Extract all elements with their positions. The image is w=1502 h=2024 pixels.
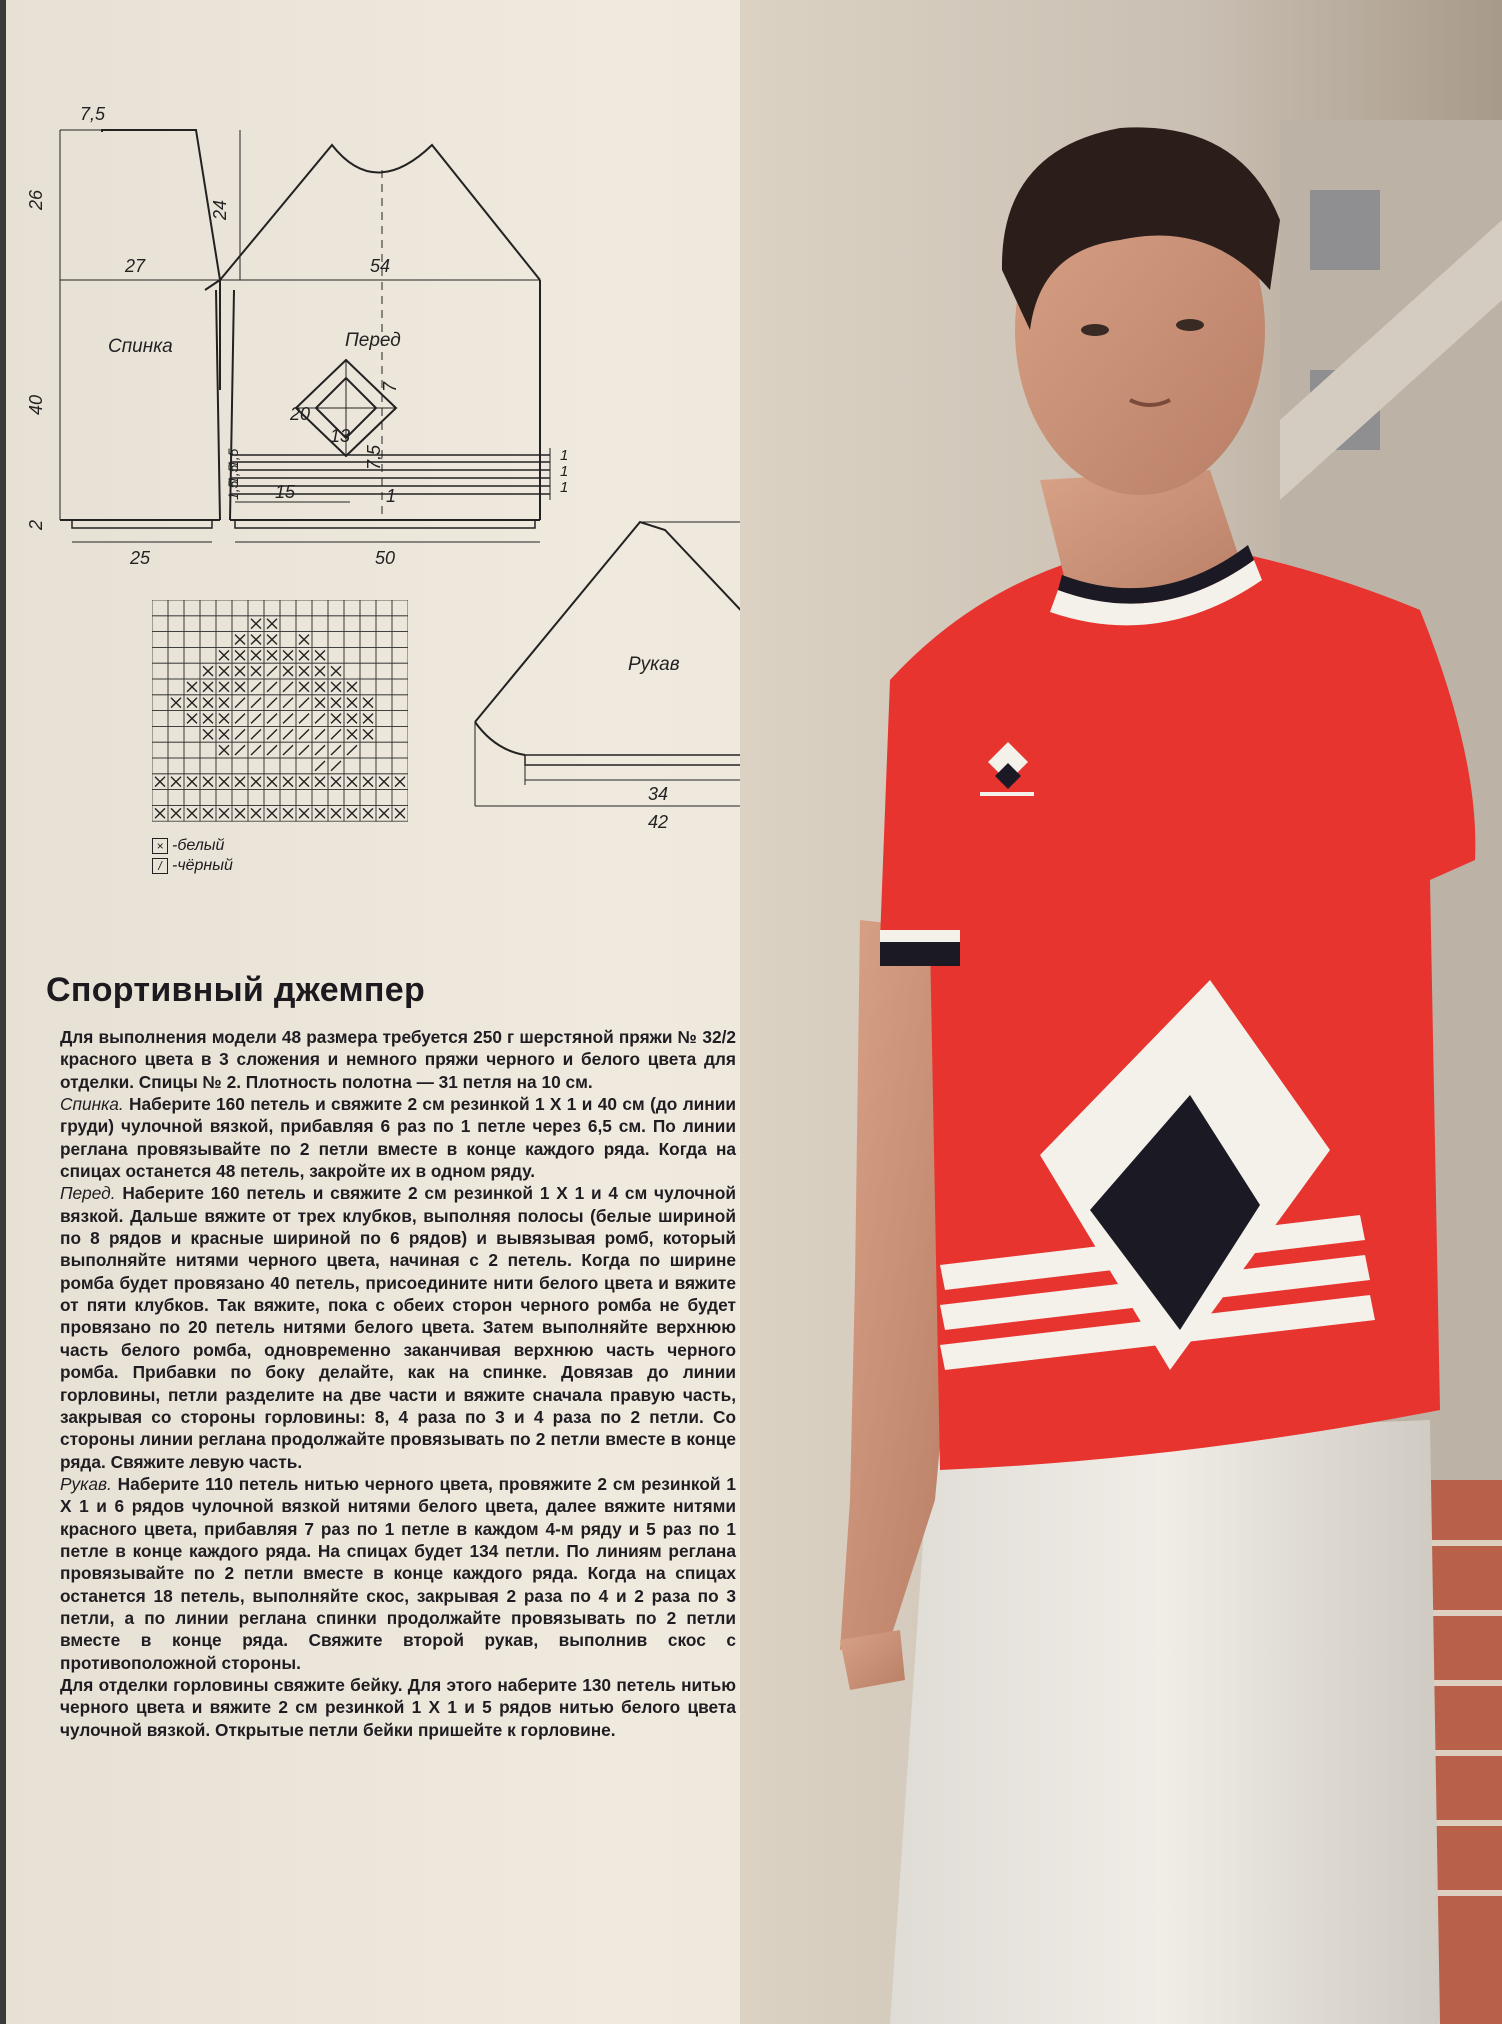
white-stitch-mark <box>363 714 373 724</box>
white-stitch-mark <box>187 808 197 818</box>
black-stitch-mark <box>315 745 325 755</box>
chart-cell <box>152 647 168 663</box>
intro-paragraph: Для выполнения модели 48 размера требуется 250 г шерстяной пряжи № 32/2 красного цвета в 3 сложения и немного пряжи черного и белого цвета для отделки. Спицы № 2. Плотность полотна — 31 петля на 10 см. <box>60 1027 736 1092</box>
chart-cell <box>376 679 392 695</box>
back-text: Наберите 160 петель и свяжите 2 см резинкой 1 Х 1 и 40 см (до линии груди) чулочной вязкой, прибавляя 6 раз по 1 петле через 6,5 см. По линии реглана провязывайте по 2 петли вместе в конце каждого ряда. Когда на спицах останется 48 петель, закройте их в одном ряду. <box>60 1094 736 1182</box>
chart-cell <box>296 600 312 616</box>
chart-cell <box>200 790 216 806</box>
black-stitch-mark <box>299 714 309 724</box>
white-stitch-mark <box>187 698 197 708</box>
chart-cell <box>376 600 392 616</box>
chart-cell <box>248 790 264 806</box>
chart-cell <box>152 600 168 616</box>
black-stitch-mark <box>331 761 341 771</box>
chart-cell <box>376 695 392 711</box>
chart-cell <box>184 790 200 806</box>
black-stitch-mark <box>283 745 293 755</box>
chart-cell <box>264 758 280 774</box>
white-stitch-mark <box>315 666 325 676</box>
sleeve-paragraph <box>60 1473 736 1674</box>
chart-cell <box>344 790 360 806</box>
white-stitch-mark <box>299 808 309 818</box>
slash-symbol-icon: / <box>152 858 168 874</box>
black-stitch-mark <box>267 729 277 739</box>
white-stitch-mark <box>251 666 261 676</box>
white-stitch-mark <box>299 650 309 660</box>
chart-cell <box>328 647 344 663</box>
chart-cell <box>392 600 408 616</box>
legend-black <box>152 856 233 876</box>
chart-cell <box>376 790 392 806</box>
chart-cell <box>376 711 392 727</box>
chart-cell <box>392 711 408 727</box>
dim-13: 13 <box>330 426 351 446</box>
white-stitch-mark <box>331 777 341 787</box>
white-stitch-mark <box>363 729 373 739</box>
dim-54: 54 <box>370 256 391 276</box>
chart-cell <box>392 679 408 695</box>
chart-cell <box>248 758 264 774</box>
white-stitch-mark <box>283 808 293 818</box>
dim-1-c: 1 <box>560 479 569 496</box>
chart-cell <box>392 616 408 632</box>
chart-cell <box>392 726 408 742</box>
black-stitch-mark <box>251 714 261 724</box>
dim-7-5-top: 7,5 <box>80 104 106 124</box>
black-stitch-mark <box>299 745 309 755</box>
chart-cell <box>296 758 312 774</box>
white-stitch-mark <box>203 777 213 787</box>
black-stitch-mark <box>283 682 293 692</box>
white-stitch-mark <box>251 650 261 660</box>
white-stitch-mark <box>235 777 245 787</box>
dim-1-b: 1 <box>560 463 569 480</box>
white-stitch-mark <box>315 650 325 660</box>
white-stitch-mark <box>315 698 325 708</box>
chart-cell <box>152 711 168 727</box>
black-stitch-mark <box>331 729 341 739</box>
chart-cell <box>216 758 232 774</box>
dim-26: 26 <box>26 189 46 210</box>
chart-cell <box>184 632 200 648</box>
black-stitch-mark <box>283 714 293 724</box>
legend-white-label: -белый <box>172 837 225 854</box>
dim-40: 40 <box>26 394 46 415</box>
chart-cell <box>360 790 376 806</box>
model-photo <box>740 0 1502 2024</box>
chart-cell <box>200 758 216 774</box>
chart-cell <box>360 632 376 648</box>
white-stitch-mark <box>363 777 373 787</box>
dim-7: 7 <box>380 381 400 392</box>
black-stitch-mark <box>251 682 261 692</box>
white-stitch-mark <box>251 635 261 645</box>
white-stitch-mark <box>299 682 309 692</box>
chart-cell <box>376 758 392 774</box>
chart-cell <box>264 790 280 806</box>
black-stitch-mark <box>267 745 277 755</box>
white-stitch-mark <box>379 777 389 787</box>
white-stitch-mark <box>267 650 277 660</box>
chart-cell <box>344 600 360 616</box>
dim-42: 42 <box>648 812 669 832</box>
chart-cell <box>200 647 216 663</box>
chart-cell <box>312 632 328 648</box>
chart-cell <box>168 632 184 648</box>
white-stitch-mark <box>315 777 325 787</box>
dim-25: 25 <box>130 548 151 568</box>
chart-cell <box>200 742 216 758</box>
black-stitch-mark <box>235 729 245 739</box>
black-stitch-mark <box>299 729 309 739</box>
white-stitch-mark <box>219 698 229 708</box>
chart-cell <box>312 790 328 806</box>
white-stitch-mark <box>219 745 229 755</box>
chart-cell <box>168 616 184 632</box>
chart-cell <box>152 663 168 679</box>
chart-cell <box>360 663 376 679</box>
chart-cell <box>376 632 392 648</box>
chart-cell <box>168 742 184 758</box>
chart-cell <box>392 647 408 663</box>
white-stitch-mark <box>203 666 213 676</box>
white-stitch-mark <box>203 808 213 818</box>
white-stitch-mark <box>219 808 229 818</box>
chart-cell <box>344 632 360 648</box>
white-stitch-mark <box>331 698 341 708</box>
chart-cell <box>392 790 408 806</box>
white-stitch-mark <box>203 698 213 708</box>
black-stitch-mark <box>267 714 277 724</box>
white-stitch-mark <box>219 729 229 739</box>
white-stitch-mark <box>251 777 261 787</box>
chart-cell <box>216 600 232 616</box>
white-stitch-mark <box>235 650 245 660</box>
chart-cell <box>152 695 168 711</box>
white-stitch-mark <box>363 808 373 818</box>
chart-cell <box>184 647 200 663</box>
black-stitch-mark <box>251 745 261 755</box>
chart-cell <box>360 679 376 695</box>
chart-cell <box>168 663 184 679</box>
chart-cell <box>152 726 168 742</box>
white-stitch-mark <box>155 777 165 787</box>
chart-cell <box>184 600 200 616</box>
chart-cell <box>392 632 408 648</box>
white-stitch-mark <box>379 808 389 818</box>
chart-cell <box>200 616 216 632</box>
chart-cell <box>168 758 184 774</box>
black-stitch-mark <box>299 698 309 708</box>
chart-cell <box>184 742 200 758</box>
dim-20: 20 <box>290 404 311 424</box>
white-stitch-mark <box>315 682 325 692</box>
chart-cell <box>232 600 248 616</box>
white-stitch-mark <box>219 682 229 692</box>
white-stitch-mark <box>203 682 213 692</box>
black-stitch-mark <box>235 745 245 755</box>
chart-cell <box>232 790 248 806</box>
white-stitch-mark <box>235 682 245 692</box>
white-stitch-mark <box>235 635 245 645</box>
dim-1-a: 1 <box>560 447 569 464</box>
white-stitch-mark <box>395 777 405 787</box>
chart-cell <box>360 742 376 758</box>
dim-1-5-a: 1,5 <box>225 448 241 468</box>
chart-cell <box>280 616 296 632</box>
white-stitch-mark <box>347 714 357 724</box>
chart-cell <box>392 742 408 758</box>
chart-cell <box>184 758 200 774</box>
black-stitch-mark <box>235 698 245 708</box>
black-stitch-mark <box>267 698 277 708</box>
chart-cell <box>360 616 376 632</box>
white-stitch-mark <box>235 808 245 818</box>
chart-cell <box>152 758 168 774</box>
chart-cell <box>248 600 264 616</box>
front-heading: Перед. <box>60 1183 116 1204</box>
chart-cell <box>216 632 232 648</box>
chart-cell <box>344 758 360 774</box>
dim-24-body: 24 <box>210 199 230 220</box>
white-stitch-mark <box>331 714 341 724</box>
chart-cell <box>328 616 344 632</box>
chart-cell <box>232 758 248 774</box>
black-stitch-mark <box>315 729 325 739</box>
chart-cell <box>168 790 184 806</box>
chart-cell <box>152 679 168 695</box>
chart-cell <box>232 616 248 632</box>
chart-cell <box>344 616 360 632</box>
chart-cell <box>280 758 296 774</box>
chart-cell <box>152 632 168 648</box>
white-stitch-mark <box>347 808 357 818</box>
front-text: Наберите 160 петель и свяжите 2 см резинкой 1 Х 1 и 4 см чулочной вязкой. Дальше вяжите от трех клубков, выполняя полосы (белые шириной по 8 рядов и красные шириной по 6 рядов) и вывязывая ромб, который выполняйте нитями черного цвета, начиная с 2 петель. Когда по ширине ромба будет провязано 40 петель, присоедините нити белого цвета и вяжите от пяти клубков. Так вяжите, пока с обеих сторон черного ромба не будет провязано по 20 петель нитями белого цвета. Затем выполняйте верхнюю часть белого ромба, одновременно заканчивая верхнюю часть черного ромба. Прибавки по боку делайте, как на спинке. Довязав до линии горловины, петли разделите на две части и вяжите сначала правую часть, закрывая со стороны горловины: 8, 4 раза по 3 и 4 раза по 2 петли. Со стороны линии реглана продолжайте провязывать по 2 петли вместе в конце ряда. Свяжите левую часть. <box>60 1183 736 1472</box>
chart-cell <box>280 600 296 616</box>
white-stitch-mark <box>395 808 405 818</box>
dim-50: 50 <box>375 548 396 568</box>
black-stitch-mark <box>331 745 341 755</box>
white-stitch-mark <box>267 619 277 629</box>
black-stitch-mark <box>315 714 325 724</box>
chart-cell <box>184 663 200 679</box>
dim-7-5-side: 7,5 <box>364 444 384 470</box>
white-stitch-mark <box>283 666 293 676</box>
white-stitch-mark <box>331 666 341 676</box>
white-stitch-mark <box>203 714 213 724</box>
white-stitch-mark <box>299 635 309 645</box>
chart-cell <box>168 679 184 695</box>
chart-cell <box>216 790 232 806</box>
chart-cell <box>376 616 392 632</box>
white-stitch-mark <box>299 666 309 676</box>
chart-cell <box>280 632 296 648</box>
chart-cell <box>152 616 168 632</box>
chart-cell <box>344 647 360 663</box>
white-stitch-mark <box>155 808 165 818</box>
chart-cell <box>216 616 232 632</box>
white-stitch-mark <box>219 650 229 660</box>
cross-symbol-icon: × <box>152 838 168 854</box>
white-stitch-mark <box>283 777 293 787</box>
chart-cell <box>200 632 216 648</box>
white-stitch-mark <box>363 698 373 708</box>
white-stitch-mark <box>219 714 229 724</box>
white-stitch-mark <box>203 729 213 739</box>
back-heading: Спинка. <box>60 1094 124 1115</box>
back-paragraph <box>60 1093 736 1182</box>
white-stitch-mark <box>267 777 277 787</box>
black-stitch-mark <box>347 745 357 755</box>
chart-cell <box>264 600 280 616</box>
label-pered: Перед <box>345 330 401 351</box>
chart-cell <box>312 600 328 616</box>
white-stitch-mark <box>187 714 197 724</box>
black-stitch-mark <box>283 698 293 708</box>
chart-cell <box>328 632 344 648</box>
black-stitch-mark <box>315 761 325 771</box>
chart-cell <box>328 600 344 616</box>
label-spinka: Спинка <box>108 336 173 357</box>
white-stitch-mark <box>251 808 261 818</box>
page-edge <box>0 0 6 2024</box>
dim-2-left: 2 <box>26 519 46 530</box>
white-stitch-mark <box>283 650 293 660</box>
knitting-chart <box>152 600 408 822</box>
white-stitch-mark <box>267 635 277 645</box>
white-stitch-mark <box>347 682 357 692</box>
chart-cell <box>184 616 200 632</box>
chart-cell <box>376 663 392 679</box>
sleeve-heading: Рукав. <box>60 1473 112 1494</box>
black-stitch-mark <box>267 682 277 692</box>
black-stitch-mark <box>283 729 293 739</box>
black-stitch-mark <box>251 698 261 708</box>
white-stitch-mark <box>219 666 229 676</box>
chart-cell <box>296 616 312 632</box>
chart-cell <box>392 663 408 679</box>
white-stitch-mark <box>267 808 277 818</box>
chart-cell <box>168 726 184 742</box>
dim-1-5-c: 1,5 <box>225 480 241 500</box>
chart-cell <box>312 616 328 632</box>
dim-34: 34 <box>648 784 669 804</box>
white-stitch-mark <box>347 698 357 708</box>
dim-1-5-b: 1,5 <box>225 464 241 484</box>
chart-cell <box>328 790 344 806</box>
white-stitch-mark <box>347 777 357 787</box>
chart-cell <box>184 726 200 742</box>
front-paragraph <box>60 1182 736 1472</box>
white-stitch-mark <box>251 619 261 629</box>
chart-cell <box>168 647 184 663</box>
article-body <box>60 1026 736 1741</box>
white-stitch-mark <box>219 777 229 787</box>
white-stitch-mark <box>187 682 197 692</box>
white-stitch-mark <box>187 777 197 787</box>
dim-27: 27 <box>125 256 146 276</box>
white-stitch-mark <box>299 777 309 787</box>
black-stitch-mark <box>235 714 245 724</box>
chart-cell <box>168 600 184 616</box>
dim-15: 15 <box>275 482 296 502</box>
white-stitch-mark <box>171 777 181 787</box>
white-stitch-mark <box>171 698 181 708</box>
white-stitch-mark <box>315 808 325 818</box>
chart-cell <box>296 790 312 806</box>
chart-cell <box>344 663 360 679</box>
black-stitch-mark <box>251 729 261 739</box>
white-stitch-mark <box>235 666 245 676</box>
white-stitch-mark <box>331 682 341 692</box>
trim-paragraph: Для отделки горловины свяжите бейку. Для этого наберите 130 петель нитью черного цвета и вяжите 2 см резинкой 1 Х 1 и 5 рядов нитью белого цвета чулочной вязкой. Открытые петли бейки пришейте к горловине. <box>60 1674 736 1740</box>
white-stitch-mark <box>347 729 357 739</box>
chart-cell <box>168 711 184 727</box>
chart-cell <box>392 695 408 711</box>
chart-cell <box>376 726 392 742</box>
chart-cell <box>280 790 296 806</box>
chart-cell <box>360 647 376 663</box>
chart-cell <box>152 790 168 806</box>
label-rukav: Рукав <box>628 654 680 675</box>
sleeve-text: Наберите 110 петель нитью черного цвета, провяжите 2 см резинкой 1 Х 1 и 6 рядов чулочной вязкой нитями белого цвета, далее вяжите нитями красного цвета, прибавляя 7 раз по 1 петле в каждом 4-м ряду и 5 раз по 1 петле в конце каждого ряда. На спицах будет 134 петли. По линиям реглана провязывайте по 2 петли вместе в конце каждого ряда. Когда на спицах останется 18 петель, выполняйте скос, закрывая 2 раза по 4 и 2 раза по 3 петли, а по линии реглана спинки продолжайте провязывать по 2 петли вместе в конце ряда. Свяжите второй рукав, выполнив скос с противоположной стороны. <box>60 1473 736 1673</box>
chart-cell <box>376 647 392 663</box>
chart-cell <box>392 758 408 774</box>
chart-cell <box>152 742 168 758</box>
article-title: Спортивный джемпер <box>46 970 426 1009</box>
dim-1-bottom: 1 <box>386 486 397 506</box>
chart-cell <box>360 758 376 774</box>
chart-cell <box>200 600 216 616</box>
chart-cell <box>376 742 392 758</box>
chart-legend <box>152 836 233 876</box>
white-stitch-mark <box>171 808 181 818</box>
legend-black-label: -чёрный <box>172 857 233 874</box>
legend-white <box>152 836 233 856</box>
chart-cell <box>360 600 376 616</box>
black-stitch-mark <box>267 666 277 676</box>
white-stitch-mark <box>331 808 341 818</box>
